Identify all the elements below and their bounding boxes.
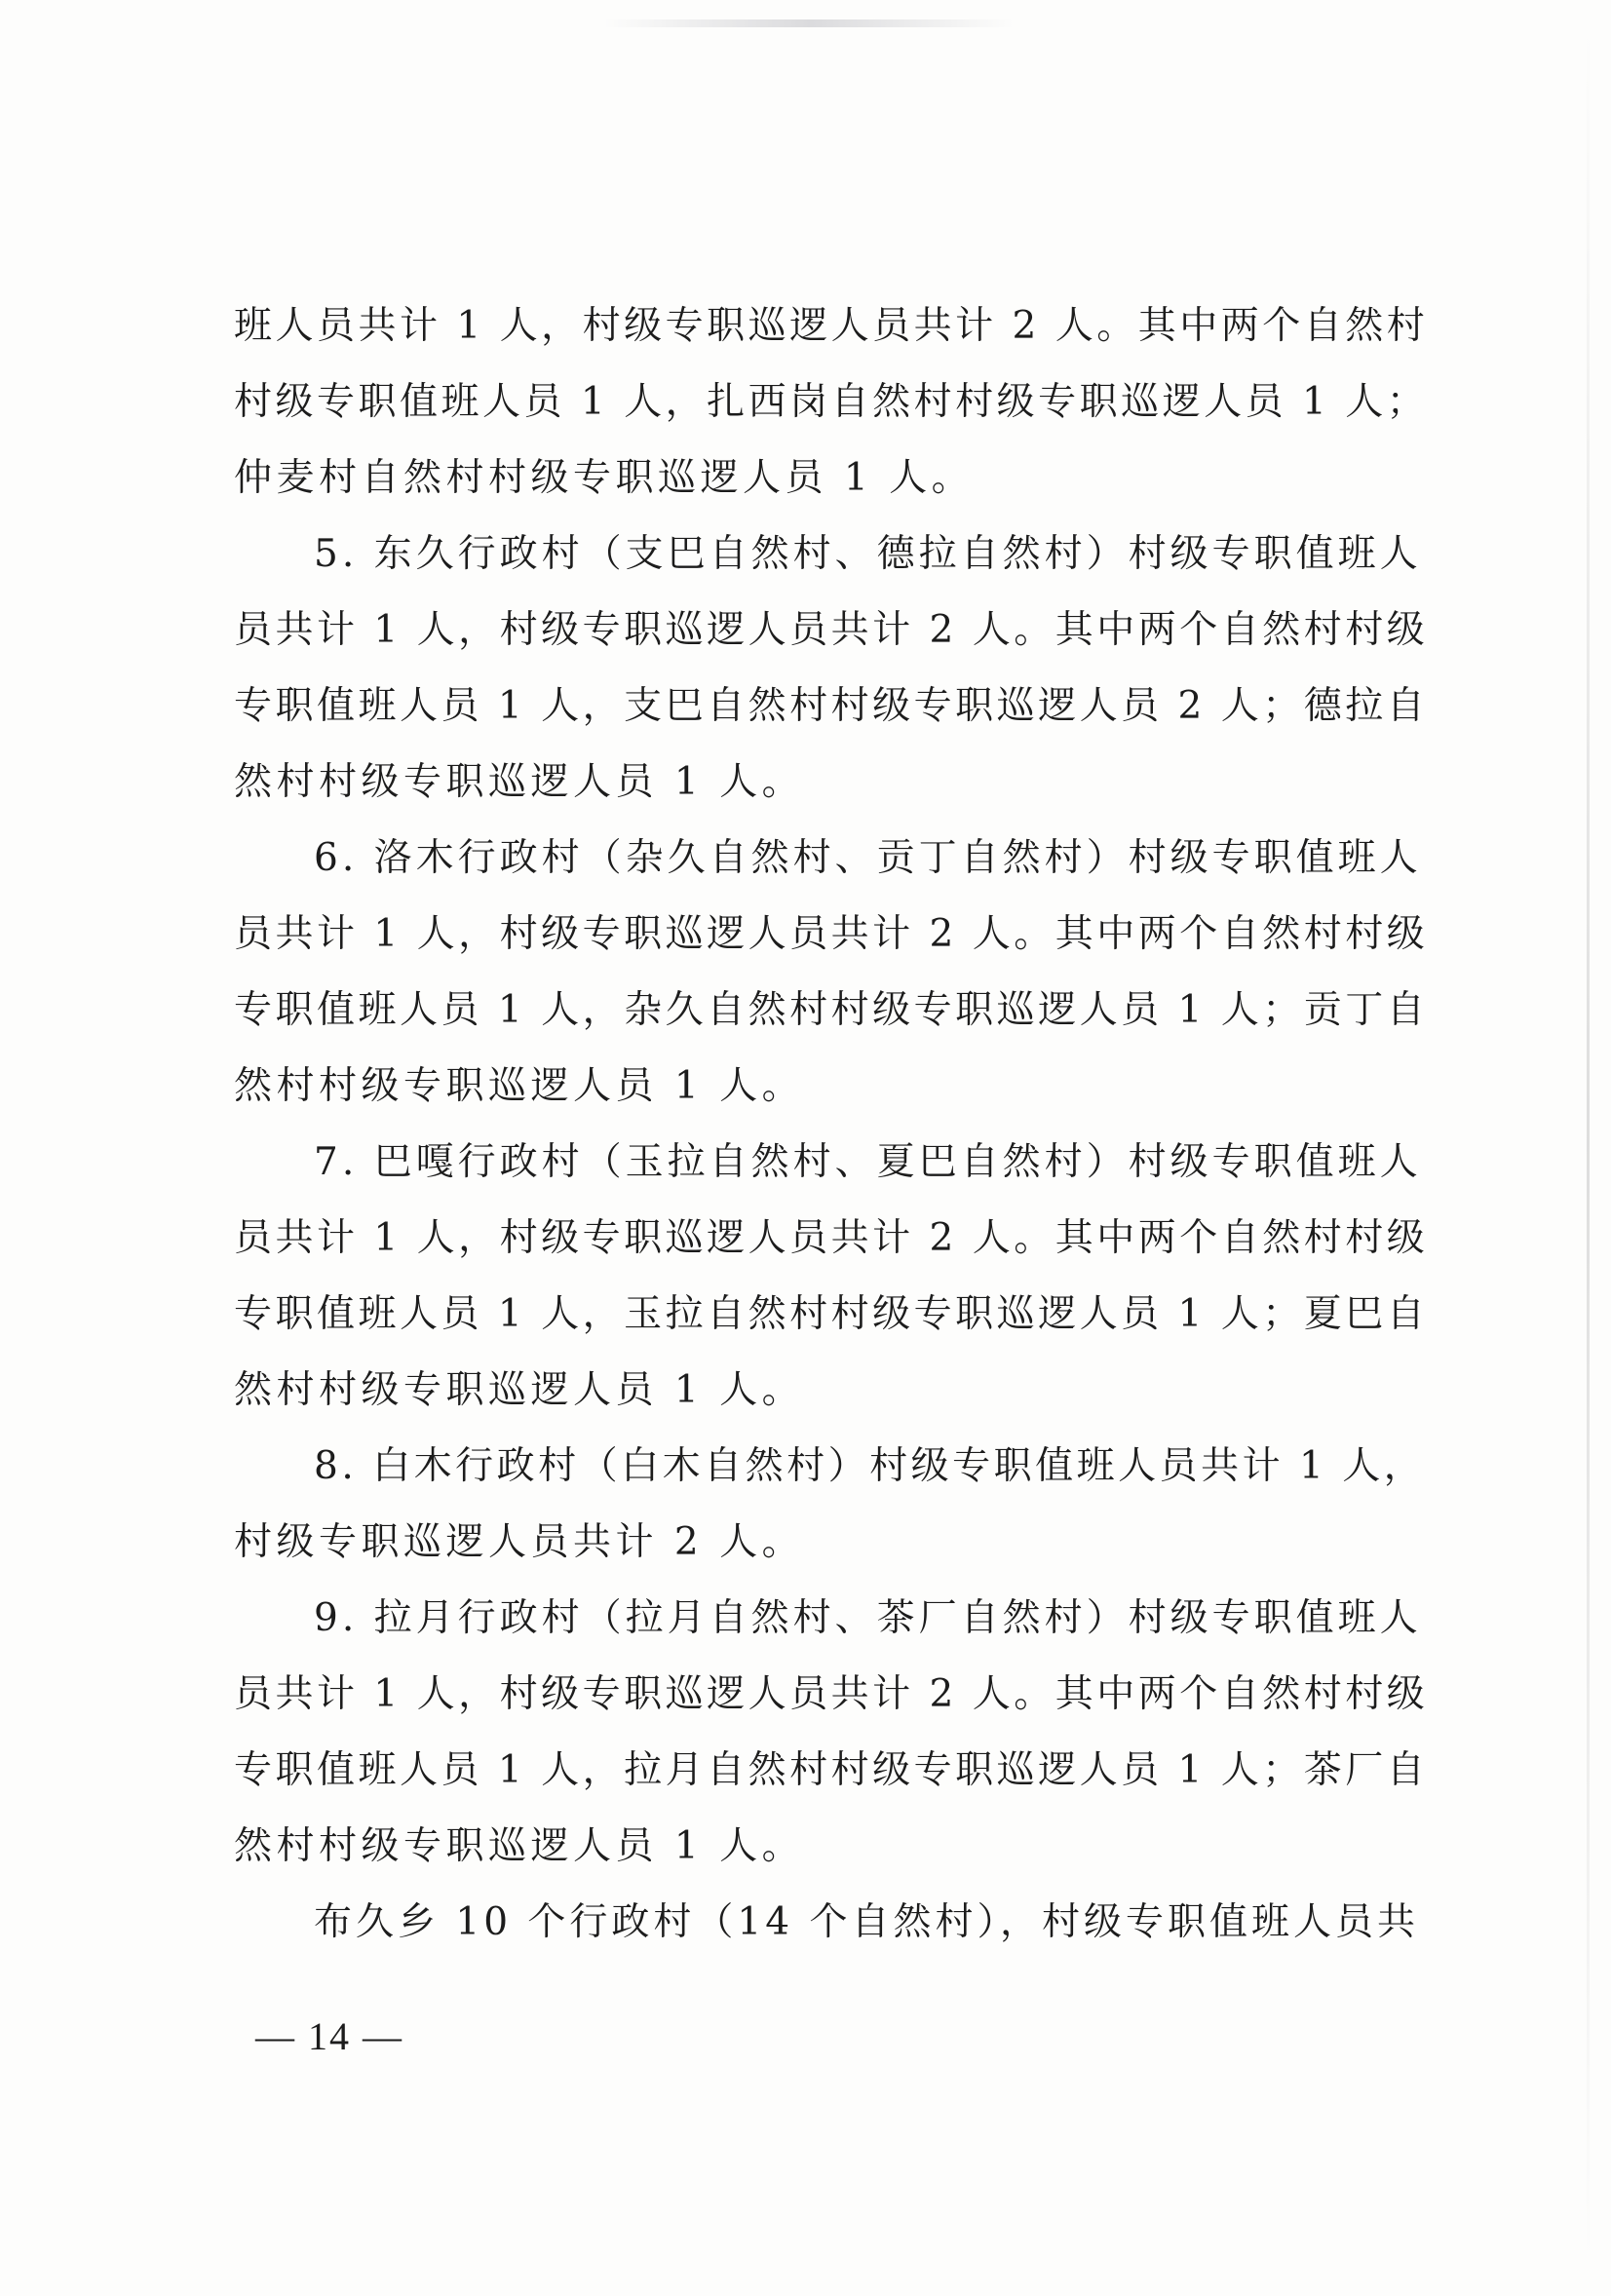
- text-line: 村级专职巡逻人员共计 2 人。: [234, 1520, 805, 1564]
- paragraph-start-line: 6. 洛木行政村（杂久自然村、贡丁自然村）村级专职值班人: [314, 836, 1422, 880]
- text-line: 专职值班人员 1 人，拉月自然村村级专职巡逻人员 1 人；茶厂自: [234, 1748, 1429, 1792]
- text-line: 然村村级专职巡逻人员 1 人。: [234, 1368, 805, 1412]
- paragraph-start-line: 8. 白木行政村（白木自然村）村级专职值班人员共计 1 人，: [314, 1444, 1426, 1488]
- text-line: 然村村级专职巡逻人员 1 人。: [234, 760, 805, 804]
- body-text: [234, 288, 1433, 1961]
- text-line: 然村村级专职巡逻人员 1 人。: [234, 1824, 805, 1868]
- paragraph-start-line: 布久乡 10 个行政村（14 个自然村），村级专职值班人员共: [314, 1900, 1419, 1944]
- text-line: 专职值班人员 1 人，支巴自然村村级专职巡逻人员 2 人；德拉自: [234, 684, 1429, 728]
- text-line: 员共计 1 人，村级专职巡逻人员共计 2 人。其中两个自然村村级: [234, 1216, 1429, 1260]
- paragraph-start-line: 9. 拉月行政村（拉月自然村、茶厂自然村）村级专职值班人: [314, 1596, 1422, 1640]
- text-line: 员共计 1 人，村级专职巡逻人员共计 2 人。其中两个自然村村级: [234, 912, 1429, 956]
- text-line: 班人员共计 1 人，村级专职巡逻人员共计 2 人。其中两个自然村: [234, 304, 1429, 348]
- text-line: 专职值班人员 1 人，玉拉自然村村级专职巡逻人员 1 人；夏巴自: [234, 1292, 1429, 1336]
- text-line: 仲麦村自然村村级专职巡逻人员 1 人。: [234, 456, 975, 500]
- text-line: 专职值班人员 1 人，杂久自然村村级专职巡逻人员 1 人；贡丁自: [234, 988, 1429, 1032]
- text-line: 然村村级专职巡逻人员 1 人。: [234, 1064, 805, 1108]
- scan-artifact-right: [1587, 29, 1590, 2261]
- paragraph-start-line: 5. 东久行政村（支巴自然村、德拉自然村）村级专职值班人: [314, 532, 1422, 576]
- text-line: 村级专职值班人员 1 人，扎西岗自然村村级专职巡逻人员 1 人；: [234, 380, 1429, 424]
- text-line: 员共计 1 人，村级专职巡逻人员共计 2 人。其中两个自然村村级: [234, 608, 1429, 652]
- scan-artifact-top: [604, 19, 1014, 27]
- page-number: — 14 —: [255, 2014, 403, 2058]
- text-line: 员共计 1 人，村级专职巡逻人员共计 2 人。其中两个自然村村级: [234, 1672, 1429, 1716]
- paragraph-start-line: 7. 巴嘎行政村（玉拉自然村、夏巴自然村）村级专职值班人: [314, 1140, 1422, 1184]
